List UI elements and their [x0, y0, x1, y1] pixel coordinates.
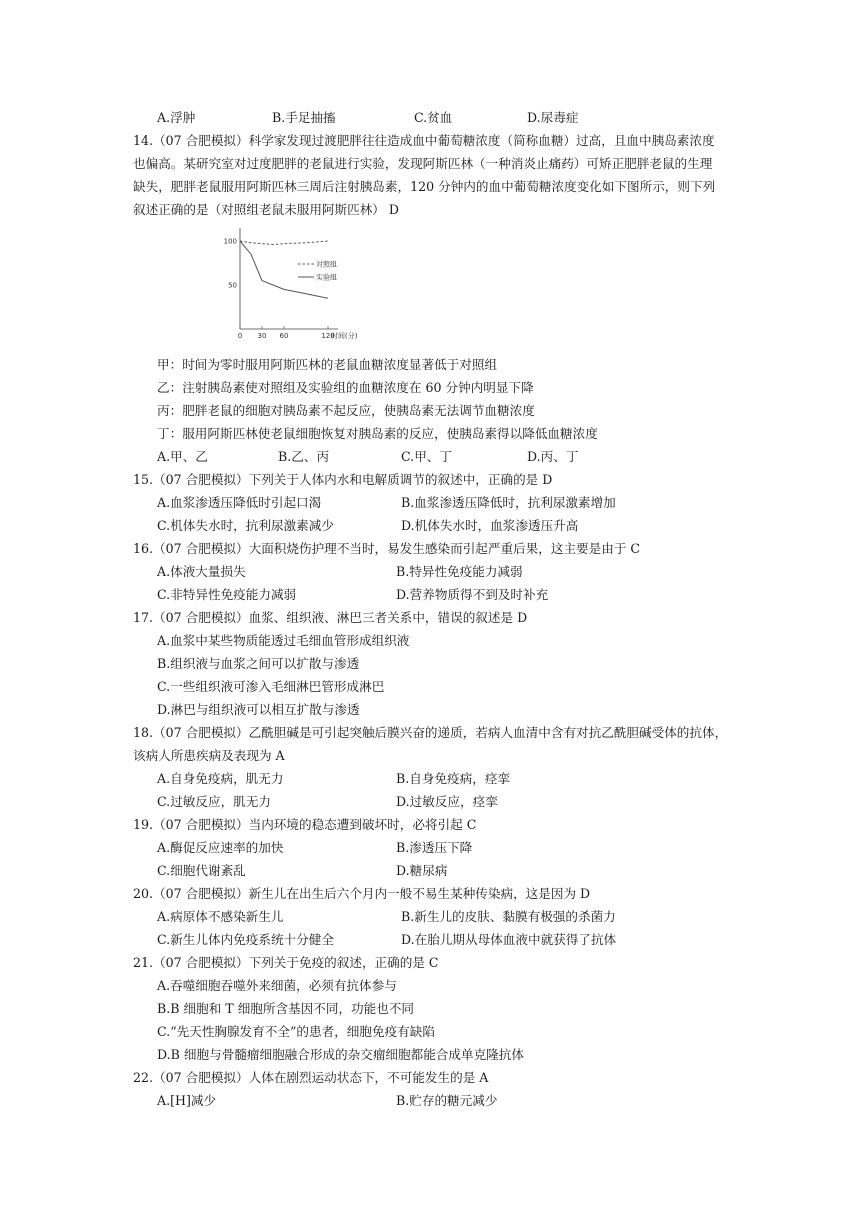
q20-stem: 20.（07 合肥模拟）新生儿在出生后六个月内一般不易生某种传染病，这是因为 D	[133, 886, 591, 901]
chart-series	[240, 241, 328, 298]
q18-option-a: A.自身免疫病，肌无力	[157, 771, 284, 786]
q20-option-d: D.在胎儿期从母体血液中就获得了抗体	[401, 932, 617, 947]
q14-statement-jia: 甲：时间为零时服用阿斯匹林的老鼠血糖浓度显著低于对照组	[157, 357, 498, 372]
q14-stem-line: 缺失，肥胖老鼠服用阿斯匹林三周后注射胰岛素，120 分钟内的血中葡萄糖浓度变化如下图所示，则下列	[133, 179, 716, 194]
q16-option-a: A.体液大量损失	[157, 564, 246, 579]
q15-option-d: D.机体失水时，血浆渗透压升高	[401, 518, 579, 533]
q19-option-a: A.酶促反应速率的加快	[157, 840, 284, 855]
q14-stem-line: 也偏高。某研究室对过度肥胖的老鼠进行实验，发现阿斯匹林（一种消炎止痛药）可矫正肥胖老鼠的生理	[133, 156, 713, 171]
q17-stem: 17.（07 合肥模拟）血浆、组织液、淋巴三者关系中，错误的叙述是 D	[133, 610, 528, 625]
q18-option-b: B.自身免疫病，痉挛	[396, 771, 511, 786]
q22-stem: 22.（07 合肥模拟）人体在剧烈运动状态下，不可能发生的是 A	[133, 1070, 489, 1085]
q13-option-a: A.浮肿	[157, 110, 196, 125]
chart-labels	[224, 238, 358, 341]
q14-option-c: C.甲、丁	[401, 449, 452, 464]
q19-option-b: B.渗透压下降	[396, 840, 473, 855]
q21-option-c: C.“先天性胸腺发育不全”的患者，细胞免疫有缺陷	[157, 1024, 435, 1039]
q20-option-b: B.新生儿的皮肤、黏膜有极强的杀菌力	[401, 909, 616, 924]
q21-option-b: B.B 细胞和 T 细胞所含基因不同，功能也不同	[157, 1001, 415, 1016]
q18-stem-line: 该病人所患疾病及表现为 A	[133, 748, 285, 763]
q19-stem: 19.（07 合肥模拟）当内环境的稳态遭到破坏时，必将引起 C	[133, 817, 477, 832]
legend-label: 实验组	[316, 273, 337, 282]
q13-option-d: D.尿毒症	[527, 110, 579, 125]
q17-option-c: C.一些组织液可渗入毛细淋巴管形成淋巴	[157, 679, 385, 694]
q19-option-d: D.糖尿病	[396, 863, 448, 878]
q19-option-c: C.细胞代谢紊乱	[157, 863, 246, 878]
q20-option-c: C.新生儿体内免疫系统十分健全	[157, 932, 334, 947]
x-tick-label: 0	[237, 332, 243, 340]
q21-stem: 21.（07 合肥模拟）下列关于免疫的叙述，正确的是 C	[133, 955, 439, 970]
q13-option-b: B.手足抽搐	[272, 110, 336, 125]
x-axis-label: 时间(分)	[331, 332, 358, 340]
q17-option-b: B.组织液与血浆之间可以扩散与渗透	[157, 656, 360, 671]
q17-option-d: D.淋巴与组织液可以相互扩散与渗透	[157, 702, 360, 717]
q14-option-a: A.甲、乙	[157, 449, 208, 464]
q22-option-b: B.贮存的糖元减少	[396, 1093, 498, 1108]
y-tick-label: 100	[223, 237, 237, 246]
q16-option-c: C.非特异性免疫能力减弱	[157, 587, 297, 602]
blood-glucose-line-chart	[220, 224, 370, 352]
q14-option-b: B.乙、丙	[278, 449, 330, 464]
q13-option-c: C.贫血	[414, 110, 453, 125]
q14-option-d: D.丙、丁	[527, 449, 579, 464]
x-tick-label: 30	[257, 332, 267, 340]
q22-option-a: A.[H]减少	[157, 1093, 217, 1108]
q16-option-b: B.特异性免疫能力减弱	[396, 564, 523, 579]
q15-option-b: B.血浆渗透压降低时，抗利尿激素增加	[401, 495, 616, 510]
q14-stem-line: 14.（07 合肥模拟）科学家发现过渡肥胖往往造成血中葡萄糖浓度（简称血糖）过高，且血中胰岛素浓度	[133, 133, 715, 148]
series-line-0	[240, 241, 328, 245]
q21-option-a: A.吞噬细胞吞噬外来细菌，必须有抗体参与	[157, 978, 397, 993]
series-line-1	[240, 241, 328, 298]
q15-option-c: C.机体失水时，抗利尿激素减少	[157, 518, 334, 533]
q17-option-a: A.血浆中某些物质能透过毛细血管形成组织液	[157, 633, 410, 648]
x-tick-label: 60	[279, 332, 289, 340]
q15-option-a: A.血浆渗透压降低时引起口渴	[157, 495, 322, 510]
q14-statement-bing: 丙：肥胖老鼠的细胞对胰岛素不起反应，使胰岛素无法调节血糖浓度	[157, 403, 535, 418]
x-tick-label: 120	[321, 332, 335, 340]
y-tick-label: 50	[228, 281, 237, 290]
q21-option-d: D.B 细胞与骨髓瘤细胞融合形成的杂交瘤细胞都能合成单克隆抗体	[157, 1047, 524, 1062]
q14-statement-ding: 丁：服用阿斯匹林使老鼠细胞恢复对胰岛素的反应，使胰岛素得以降低血糖浓度	[157, 426, 598, 441]
q14-stem-line: 叙述正确的是（对照组老鼠未服用阿斯匹林） D	[133, 202, 399, 217]
q14-statement-yi: 乙：注射胰岛素使对照组及实验组的血糖浓度在 60 分钟内明显下降	[157, 380, 534, 395]
q16-stem: 16.（07 合肥模拟）大面积烧伤护理不当时，易发生感染而引起严重后果，这主要是由于 C	[133, 541, 641, 556]
q15-stem: 15.（07 合肥模拟）下列关于人体内水和电解质调节的叙述中，正确的是 D	[133, 472, 553, 487]
legend-label: 对照组	[316, 260, 337, 269]
q16-option-d: D.营养物质得不到及时补充	[396, 587, 549, 602]
q18-stem-line: 18.（07 合肥模拟）乙酰胆碱是可引起突触后膜兴奋的递质，若病人血清中含有对抗乙酰胆碱受体的抗体，	[133, 725, 728, 740]
q18-option-d: D.过敏反应，痉挛	[396, 794, 498, 809]
q20-option-a: A.病原体不感染新生儿	[157, 909, 284, 924]
q18-option-c: C.过敏反应，肌无力	[157, 794, 271, 809]
